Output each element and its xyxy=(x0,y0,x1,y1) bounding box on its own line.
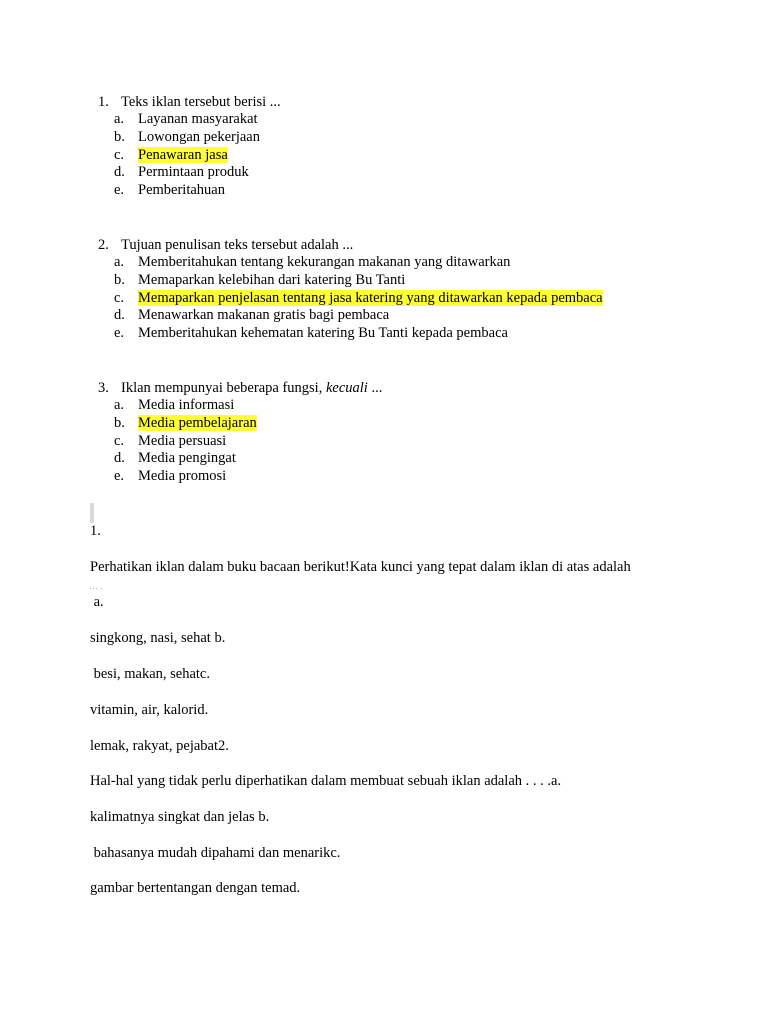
option-text-highlighted: Memaparkan penjelasan tentang jasa katering yang ditawarkan kepada pembaca xyxy=(138,289,603,306)
option-item xyxy=(98,397,738,415)
option-letter: b. xyxy=(114,128,125,145)
ellipsis-fragment: ... . xyxy=(90,583,104,591)
paragraph: Perhatikan iklan dalam buku bacaan berikut!Kata kunci yang tepat dalam iklan di atas adalah xyxy=(90,559,631,575)
question-3-options xyxy=(98,397,738,486)
paragraph: besi, makan, sehatc. xyxy=(90,666,210,682)
option-letter: e. xyxy=(114,182,125,199)
option-letter: b. xyxy=(114,271,125,288)
section-divider-mark xyxy=(90,503,94,523)
option-item xyxy=(98,147,738,165)
paragraph: Hal-hal yang tidak perlu diperhatikan dalam membuat sebuah iklan adalah . . . .a. xyxy=(90,773,562,789)
question-1-prompt xyxy=(98,93,738,111)
option-letter: b. xyxy=(114,414,125,431)
question-text-emphasis: kecuali xyxy=(325,380,368,396)
option-item xyxy=(98,111,738,129)
paragraph: vitamin, air, kalorid. xyxy=(90,702,209,718)
question-number: 1. xyxy=(98,94,109,110)
option-text: Media informasi xyxy=(138,397,235,413)
option-text: Memaparkan kelebihan dari katering Bu Tanti xyxy=(138,271,406,288)
option-letter: e. xyxy=(114,468,125,485)
option-text: Layanan masyarakat xyxy=(138,111,258,127)
question-text: Iklan mempunyai beberapa fungsi, xyxy=(121,380,326,396)
question-number: 2. xyxy=(98,237,109,253)
question-2 xyxy=(98,236,738,343)
option-text: Memberitahukan tentang kekurangan makanan yang ditawarkan xyxy=(138,254,511,270)
option-item xyxy=(98,450,738,468)
paragraph: bahasanya mudah dipahami dan menarikc. xyxy=(90,845,341,861)
option-text: Permintaan produk xyxy=(138,164,249,181)
option-item xyxy=(98,307,738,325)
option-text: Media persuasi xyxy=(138,432,227,449)
question-1 xyxy=(98,93,738,200)
question-3-prompt xyxy=(98,379,738,397)
paragraph: 1. xyxy=(90,523,101,539)
question-2-prompt xyxy=(98,236,738,254)
option-text-highlighted: Media pembelajaran xyxy=(138,414,257,431)
paragraph: lemak, rakyat, pejabat2. xyxy=(90,738,229,754)
paragraph: gambar bertentangan dengan temad. xyxy=(90,880,301,896)
paragraph: singkong, nasi, sehat b. xyxy=(90,630,226,646)
option-letter: e. xyxy=(114,325,125,342)
question-3 xyxy=(98,379,738,486)
option-text: Media pengingat xyxy=(138,450,236,467)
option-item xyxy=(98,164,738,182)
option-item xyxy=(98,415,738,433)
option-letter: c. xyxy=(114,146,125,163)
question-1-options xyxy=(98,111,738,200)
paragraph: kalimatnya singkat dan jelas b. xyxy=(90,809,270,825)
option-text: Pemberitahuan xyxy=(138,182,225,199)
paragraph: a. xyxy=(90,594,104,610)
option-letter: a. xyxy=(114,254,125,270)
option-letter: d. xyxy=(114,450,125,467)
option-item xyxy=(98,129,738,147)
option-text: Media promosi xyxy=(138,468,227,485)
option-text: Lowongan pekerjaan xyxy=(138,128,260,145)
question-number: 3. xyxy=(98,380,109,396)
option-letter: a. xyxy=(114,111,125,127)
option-item xyxy=(98,468,738,486)
option-item xyxy=(98,325,738,343)
option-text: Memberitahukan kehematan katering Bu Tanti kepada pembaca xyxy=(138,325,508,342)
option-letter: c. xyxy=(114,289,125,306)
option-item xyxy=(98,182,738,200)
option-text-highlighted: Penawaran jasa xyxy=(138,146,228,163)
question-text: Tujuan penulisan teks tersebut adalah ... xyxy=(121,237,354,253)
option-item xyxy=(98,433,738,451)
option-letter: d. xyxy=(114,164,125,181)
question-text: Teks iklan tersebut berisi ... xyxy=(121,94,281,110)
option-letter: c. xyxy=(114,432,125,449)
option-item xyxy=(98,290,738,308)
option-letter: a. xyxy=(114,397,125,413)
question-2-options xyxy=(98,254,738,343)
option-item xyxy=(98,254,738,272)
option-item xyxy=(98,272,738,290)
option-letter: d. xyxy=(114,307,125,324)
question-text-tail: ... xyxy=(367,380,383,396)
option-text: Menawarkan makanan gratis bagi pembaca xyxy=(138,307,390,324)
